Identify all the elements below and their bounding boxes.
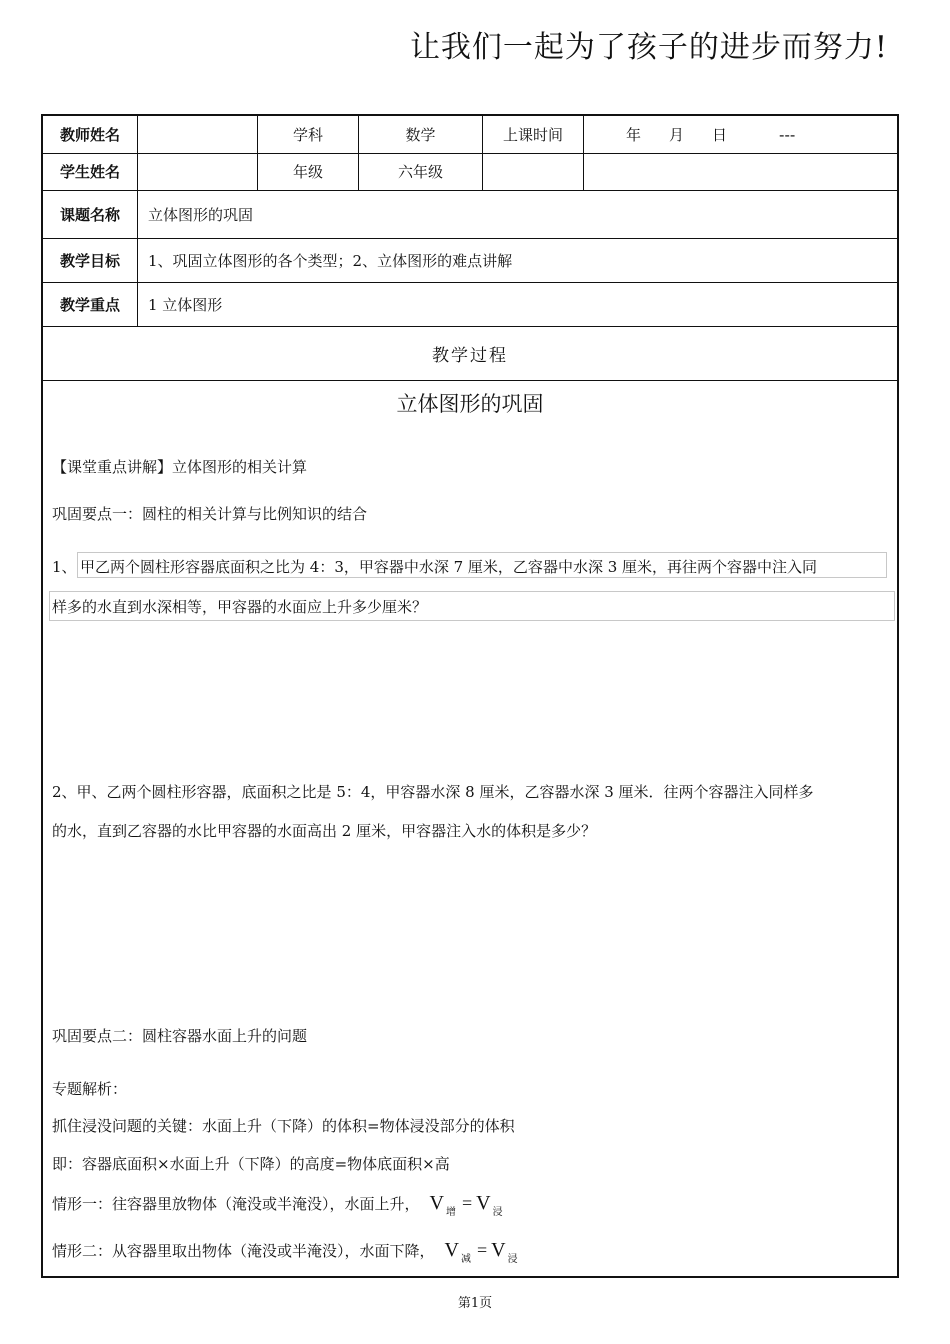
header-slogan: 让我们一起为了孩子的进步而努力! <box>409 30 888 65</box>
case-1 <box>52 1192 505 1218</box>
date-year: 年 <box>626 126 642 144</box>
question-1-line-2: 样多的水直到水深相等，甲容器的水面应上升多少厘米？ <box>52 598 428 616</box>
date-month: 月 <box>669 126 685 144</box>
goal-value: 1、巩固立体图形的各个类型；2、立体图形的难点讲解 <box>148 251 513 270</box>
date-field[interactable] <box>584 116 897 153</box>
case-1-text: 情形一：往容器里放物体（淹没或半淹没），水面上升， <box>52 1195 420 1213</box>
question-2-line-1: 2、甲、乙两个圆柱形容器，底面积之比是 5：4，甲容器水深 8 厘米，乙容器水深 3 厘米．往两个容器注入同样多 <box>52 783 814 801</box>
page-number: 第1页 <box>457 1296 493 1311</box>
formula-text: 即：容器底面积×水面上升（下降）的高度=物体底面积×高 <box>52 1155 450 1173</box>
date-range: --- <box>779 125 796 144</box>
teacher-value[interactable] <box>138 116 258 153</box>
case-2-formula <box>444 1239 520 1265</box>
point-1: 巩固要点一：圆柱的相关计算与比例知识的结合 <box>52 505 368 523</box>
topic-row <box>43 190 897 239</box>
content-title: 立体图形的巩固 <box>396 392 544 416</box>
process-row <box>43 326 897 381</box>
case-2 <box>52 1239 520 1265</box>
grade-label: 年级 <box>258 153 359 190</box>
time-label: 上课时间 <box>483 116 584 153</box>
question-1-line-1: 甲乙两个圆柱形容器底面积之比为 4：3，甲容器中水深 7 厘米，乙容器中水深 3 厘米，再往两个容器中注入同 <box>80 558 818 576</box>
empty-cell-1 <box>483 153 584 190</box>
subject-label: 学科 <box>258 116 359 153</box>
case-2-text: 情形二：从容器里取出物体（淹没或半淹没），水面下降， <box>52 1242 435 1260</box>
subject-value: 数学 <box>359 116 483 153</box>
formula-eq: = <box>461 1193 473 1213</box>
focus-row <box>43 282 897 327</box>
goal-label: 教学目标 <box>43 238 138 282</box>
lesson-content <box>43 380 897 1276</box>
student-label: 学生姓名 <box>43 153 138 190</box>
formula-v: V <box>476 1192 491 1214</box>
formula-v: V <box>429 1192 444 1214</box>
process-label: 教学过程 <box>432 345 508 366</box>
goal-row <box>43 238 897 283</box>
topic-label: 课题名称 <box>43 190 138 238</box>
analysis-heading: 专题解析： <box>52 1080 128 1098</box>
formula-v: V <box>444 1239 459 1261</box>
topic-value: 立体图形的巩固 <box>148 205 254 224</box>
focus-label: 教学重点 <box>43 282 138 326</box>
info-row-1 <box>43 116 897 154</box>
key-point: 抓住浸没问题的关键：水面上升（下降）的体积=物体浸没部分的体积 <box>52 1117 515 1135</box>
grade-value: 六年级 <box>359 153 483 190</box>
formula-v: V <box>491 1239 506 1261</box>
formula-sub: 浸 <box>492 1207 503 1218</box>
section-heading: 【课堂重点讲解】立体图形的相关计算 <box>52 458 308 476</box>
question-1-number: 1、 <box>52 558 77 576</box>
empty-cell-2 <box>584 153 897 190</box>
point-2: 巩固要点二：圆柱容器水面上升的问题 <box>52 1027 308 1045</box>
formula-sub: 增 <box>445 1207 456 1218</box>
student-value[interactable] <box>138 153 258 190</box>
formula-eq: = <box>476 1240 488 1260</box>
teacher-label: 教师姓名 <box>43 116 138 153</box>
formula-sub: 减 <box>460 1254 471 1265</box>
question-2-line-2: 的水，直到乙容器的水比甲容器的水面高出 2 厘米，甲容器注入水的体积是多少？ <box>52 822 597 840</box>
case-1-formula <box>429 1192 505 1218</box>
formula-sub: 浸 <box>507 1254 518 1265</box>
info-row-2 <box>43 153 897 191</box>
lesson-plan-sheet <box>41 114 899 1278</box>
focus-value: 1 立体图形 <box>148 295 223 314</box>
date-day: 日 <box>712 126 728 144</box>
